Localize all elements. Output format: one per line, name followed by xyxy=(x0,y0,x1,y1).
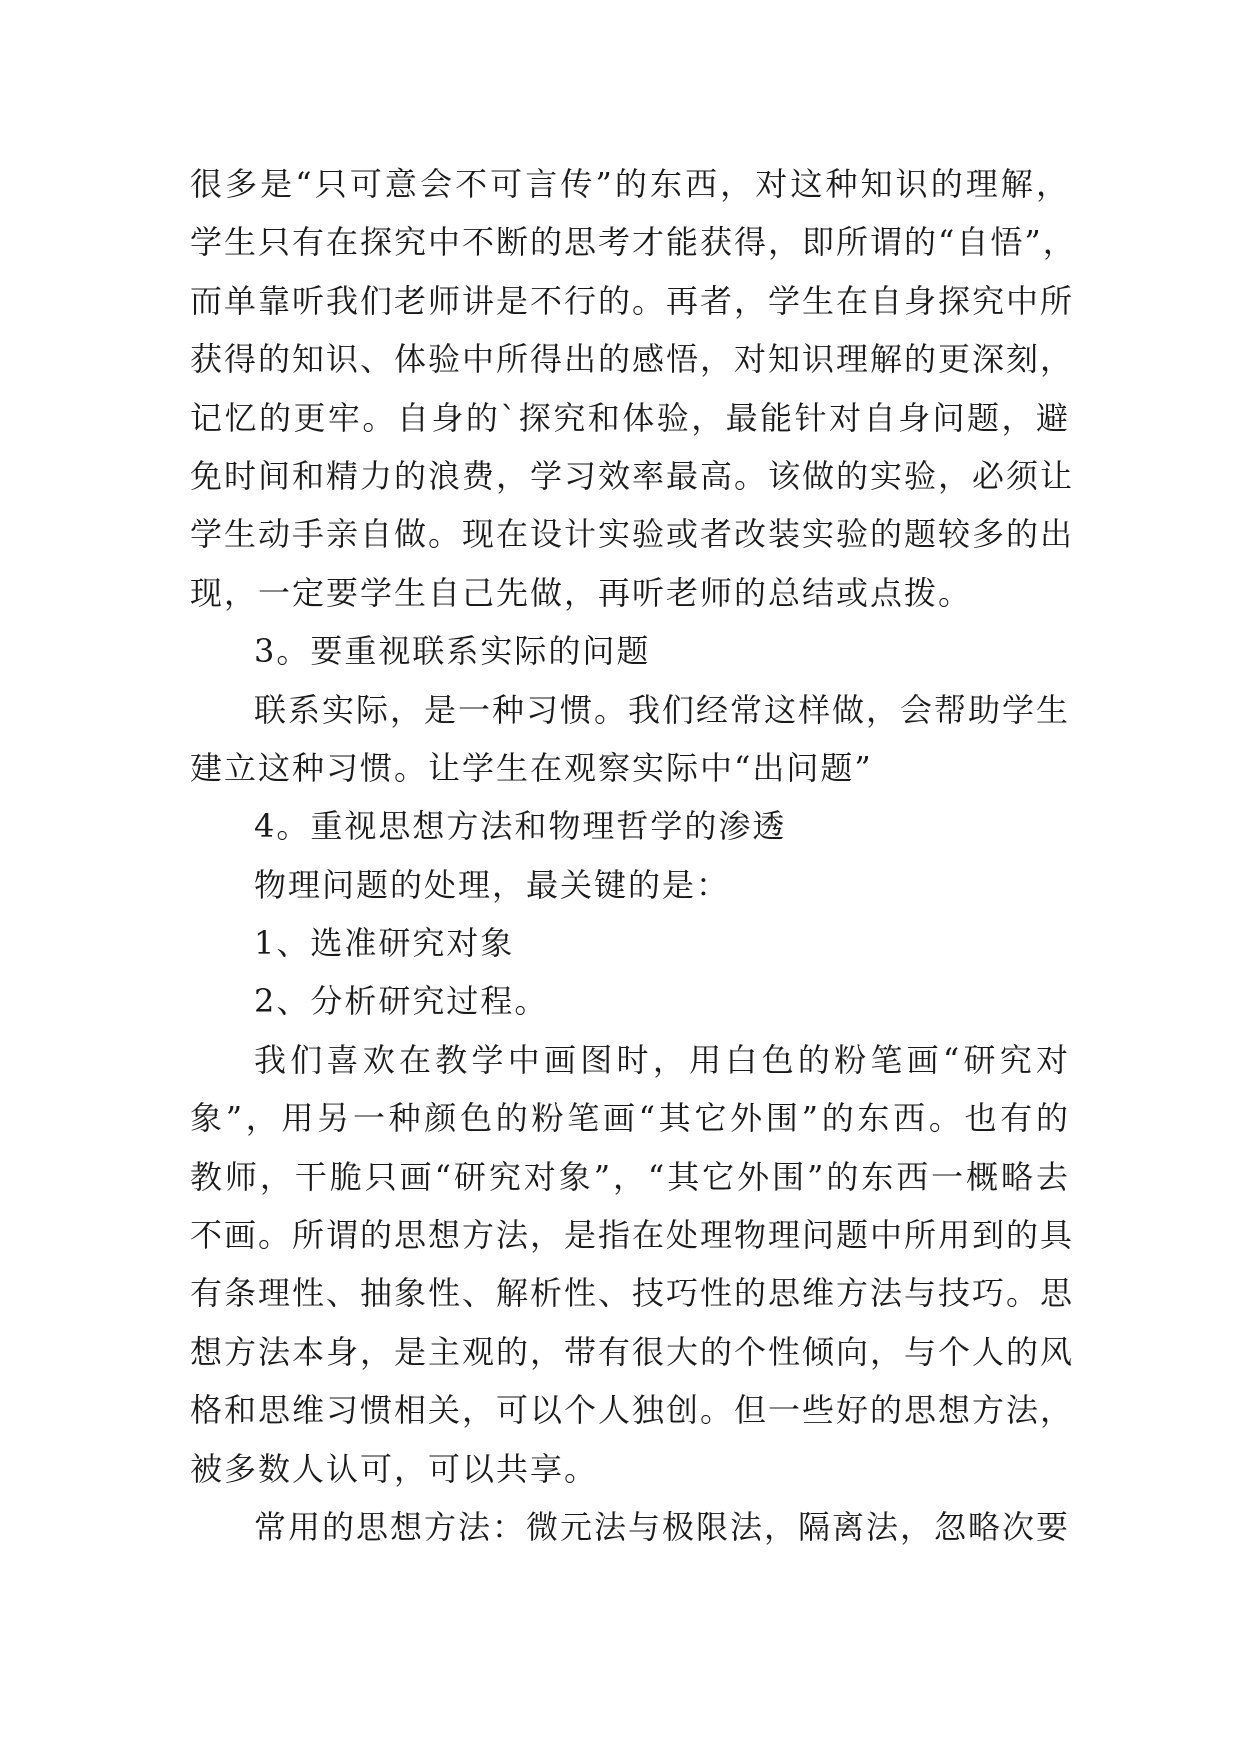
text-line: 不画。所谓的思想方法，是指在处理物理问题中所用到的具 xyxy=(190,1216,1075,1255)
text-line: 建立这种习惯。让学生在观察实际中“出问题” xyxy=(190,748,873,787)
text-line: 联系实际，是一种习惯。我们经常这样做，会帮助学生 xyxy=(254,690,1071,729)
text-line: 很多是“只可意会不可言传”的东西，对这种知识的理解， xyxy=(190,165,1070,203)
text-line: 象”，用另一种颜色的粉笔画“其它外围”的东西。也有的 xyxy=(190,1099,1070,1138)
text-line: 常用的思想方法：微元法与极限法，隔离法，忽略次要 xyxy=(254,1507,1071,1546)
text-line: 学生动手亲自做。现在设计实验或者改装实验的题较多的出 xyxy=(190,515,1075,554)
text-line: 物理问题的处理，最关键的是： xyxy=(254,865,731,904)
text-line: 被多数人认可，可以共享。 xyxy=(190,1449,599,1488)
text-line: 学生只有在探究中不断的思考才能获得，即所谓的“自悟”， xyxy=(190,223,1077,262)
text-line: 获得的知识、体验中所得出的感悟，对知识理解的更深刻， xyxy=(190,340,1075,379)
list-item: 2、分析研究过程。 xyxy=(254,982,549,1021)
section-heading: 4。重视思想方法和物理哲学的渗透 xyxy=(254,807,787,846)
body-text xyxy=(190,155,1077,1556)
text-line: 格和思维习惯相关，可以个人独创。但一些好的思想方法， xyxy=(190,1391,1075,1430)
text-line: 免时间和精力的浪费，学习效率最高。该做的实验，必须让 xyxy=(190,456,1075,495)
text-line: 我们喜欢在教学中画图时，用白色的粉笔画“研究对 xyxy=(254,1040,1070,1079)
section-heading: 3。要重视联系实际的问题 xyxy=(254,632,651,671)
text-line: 现，一定要学生自己先做，再听老师的总结或点拨。 xyxy=(190,573,973,612)
text-line: 有条理性、抽象性、解析性、技巧性的思维方法与技巧。思 xyxy=(190,1274,1075,1313)
text-line: 想方法本身，是主观的，带有很大的个性倾向，与个人的风 xyxy=(190,1332,1075,1371)
text-line: 而单靠听我们老师讲是不行的。再者，学生在自身探究中所 xyxy=(190,281,1075,320)
list-item: 1、选准研究对象 xyxy=(254,924,515,963)
text-line: 记忆的更牢。自身的`探究和体验，最能针对自身问题，避 xyxy=(190,398,1070,437)
text-line: 教师，干脆只画“研究对象”，“其它外围”的东西一概略去 xyxy=(190,1157,1070,1196)
